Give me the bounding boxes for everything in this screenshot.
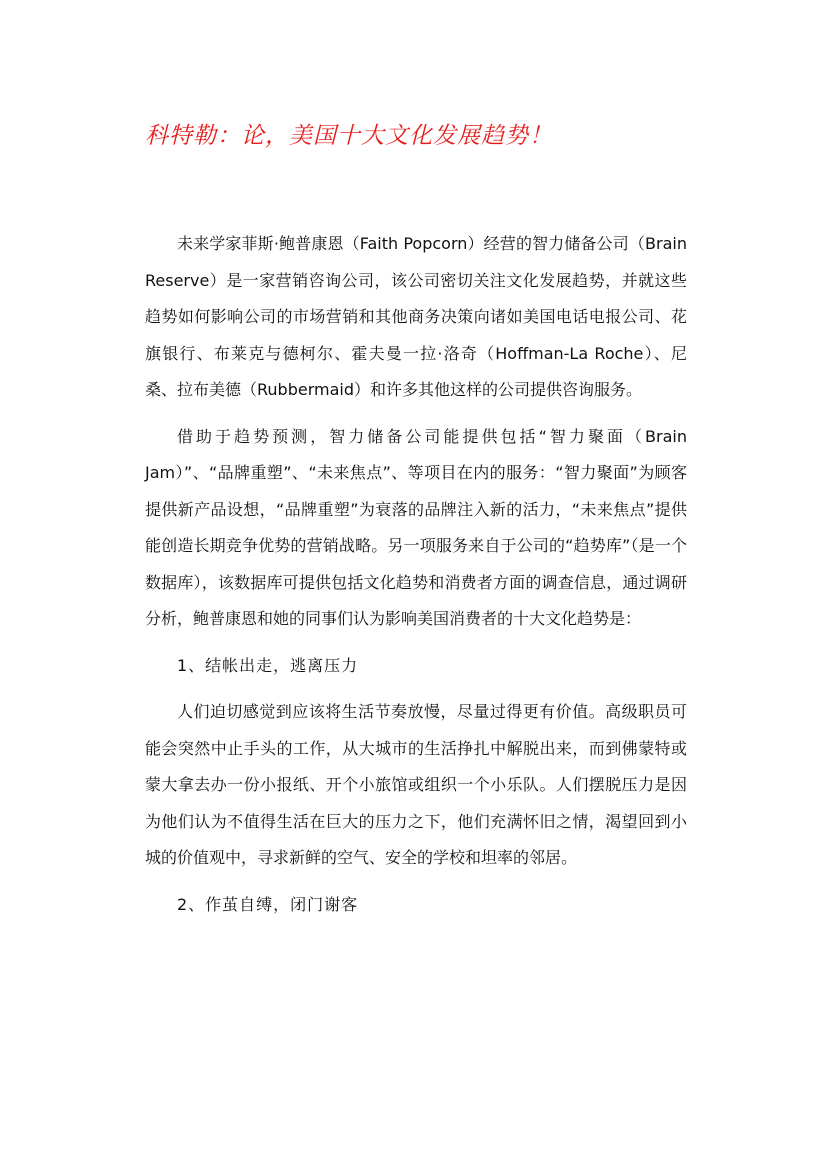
section-2-heading: 2、作茧自缚，闭门谢客 [177,894,359,914]
intro-paragraph: 未来学家菲斯·鲍普康恩（Faith Popcorn）经营的智力储备公司（Brain Reserve）是一家营销咨询公司，该公司密切关注文化发展趋势，并就这些趋势如何影响公司的市场营销和其他商务决策向诸如美国电话电报公司、花旗银行、布莱克与德柯尔、霍夫曼一拉·洛奇（Hoffman-La Roche）、尼桑、拉布美德（Rubbermaid）和许多其他这样的公司提供咨询服务。 [145,234,687,399]
section-1-heading: 1、结帐出走，逃离压力 [177,655,359,675]
document-body [145,226,687,923]
section-1-paragraph: 人们迫切感觉到应该将生活节奏放慢，尽量过得更有价值。高级职员可能会突然中止手头的工作，从大城市的生活挣扎中解脱出来，而到佛蒙特或蒙大拿去办一份小报纸、开个小旅馆或组织一个小乐队。人们摆脱压力是因为他们认为不值得生活在巨大的压力之下，他们充满怀旧之情，渴望回到小城的价值观中，寻求新鲜的空气、安全的学校和坦率的邻居。 [145,702,687,867]
services-paragraph: 借助于趋势预测，智力储备公司能提供包括“智力聚面（Brain Jam）”、“品牌重塑”、“未来焦点”、等项目在内的服务：“智力聚面”为顾客提供新产品设想，“品牌重塑”为衰落的品牌注入新的活力，“未来焦点”提供能创造长期竞争优势的营销战略。另一项服务来自于公司的“趋势库”（是一个数据库），该数据库可提供包括文化趋势和消费者方面的调查信息，通过调研分析，鲍普康恩和她的同事们认为影响美国消费者的十大文化趋势是： [145,426,687,628]
document-title: 科特勒：论，美国十大文化发展趋势！ [145,123,553,149]
